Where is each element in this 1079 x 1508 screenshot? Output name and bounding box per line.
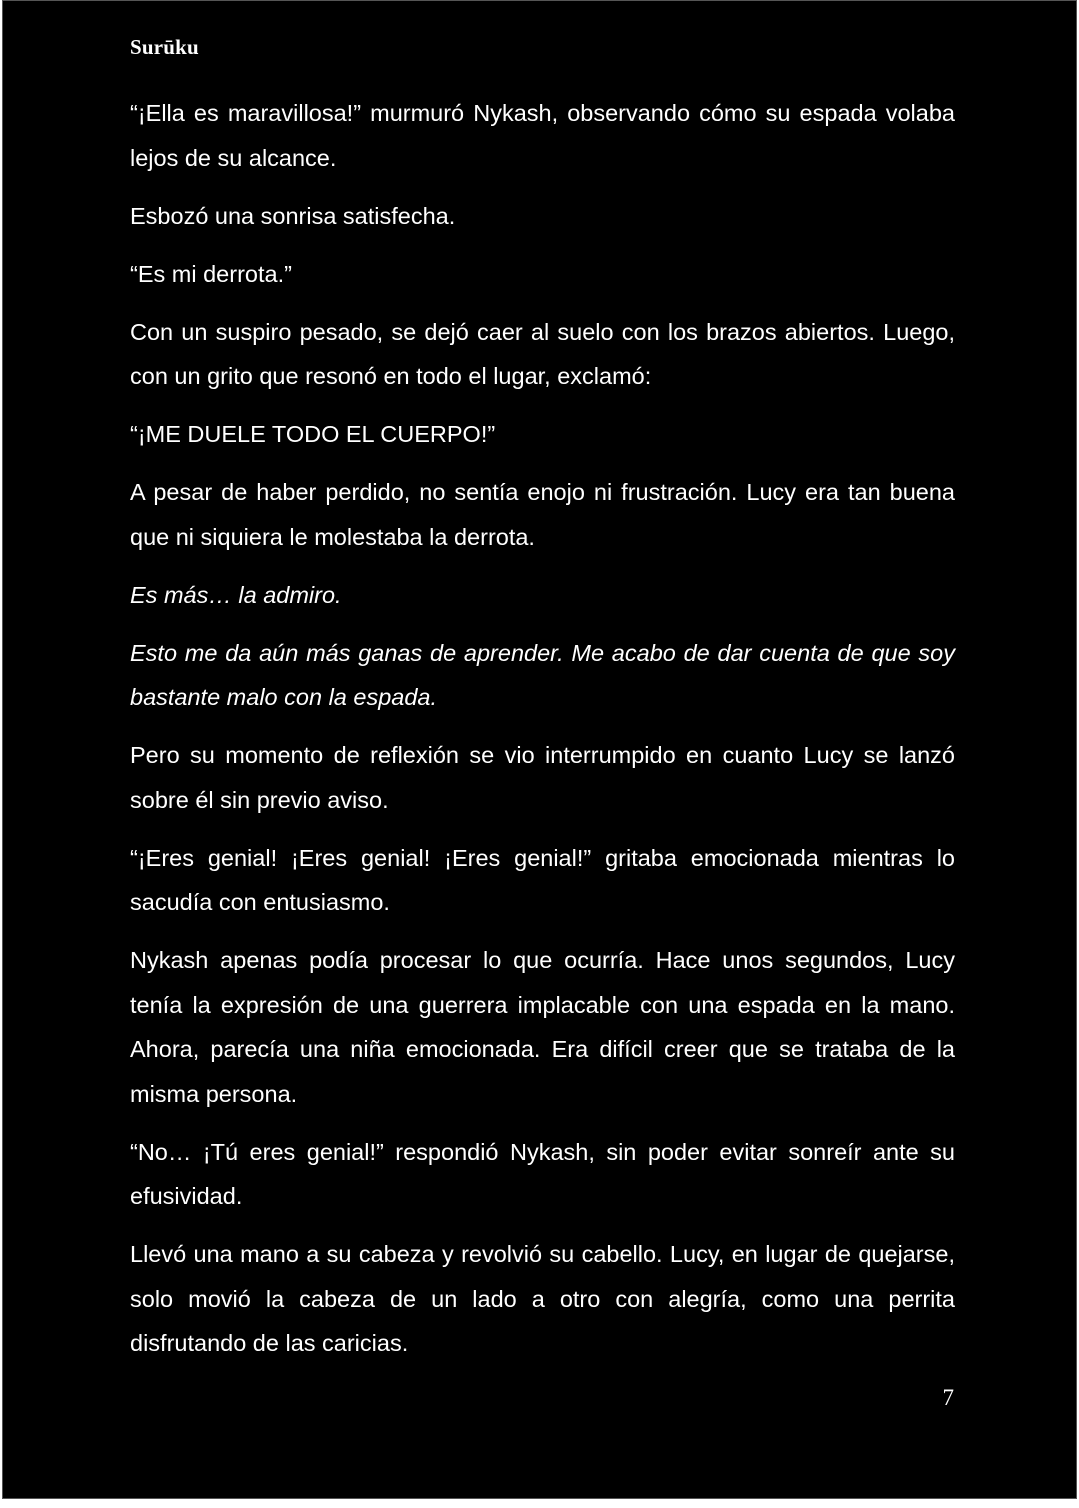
paragraph: Esbozó una sonrisa satisfecha. xyxy=(130,202,456,229)
paragraph: “¡Eres genial! ¡Eres genial! ¡Eres genial!” gritaba emocionada mientras lo sacudía con entusiasmo. xyxy=(130,844,955,915)
paragraph: “No… ¡Tú eres genial!” respondió Nykash, sin poder evitar sonreír ante su efusividad. xyxy=(130,1138,955,1209)
paragraph: “¡ME DUELE TODO EL CUERPO!” xyxy=(130,421,496,447)
paragraph: “Es mi derrota.” xyxy=(130,260,292,287)
italic-thought-paragraph: Esto me da aún más ganas de aprender. Me acabo de dar cuenta de que soy bastante malo con la espada. xyxy=(130,639,955,710)
paragraph: “¡Ella es maravillosa!” murmuró Nykash, observando cómo su espada volaba lejos de su alcance. xyxy=(130,100,955,171)
page-body xyxy=(130,91,955,1379)
book-page xyxy=(2,0,1077,1499)
paragraph: Nykash apenas podía procesar lo que ocurría. Hace unos segundos, Lucy tenía la expresión de una guerrera implacable con una espada en la mano. Ahora, parecía una niña emocionada. Era difícil creer que se trataba de la misma persona. xyxy=(130,947,955,1107)
paragraph: Llevó una mano a su cabeza y revolvió su cabello. Lucy, en lugar de quejarse, solo movió la cabeza de un lado a otro con alegría, como una perrita disfrutando de las caricias. xyxy=(130,1241,955,1356)
paragraph: Pero su momento de reflexión se vio interrumpido en cuanto Lucy se lanzó sobre él sin previo aviso. xyxy=(130,742,955,813)
page-number: 7 xyxy=(942,1385,954,1410)
running-header: Surūku xyxy=(130,35,199,59)
paragraph: A pesar de haber perdido, no sentía enojo ni frustración. Lucy era tan buena que ni siquiera le molestaba la derrota. xyxy=(130,479,955,550)
italic-thought-paragraph: Es más… la admiro. xyxy=(130,581,342,608)
paragraph: Con un suspiro pesado, se dejó caer al suelo con los brazos abiertos. Luego, con un grito que resonó en todo el lugar, exclamó: xyxy=(130,318,955,389)
